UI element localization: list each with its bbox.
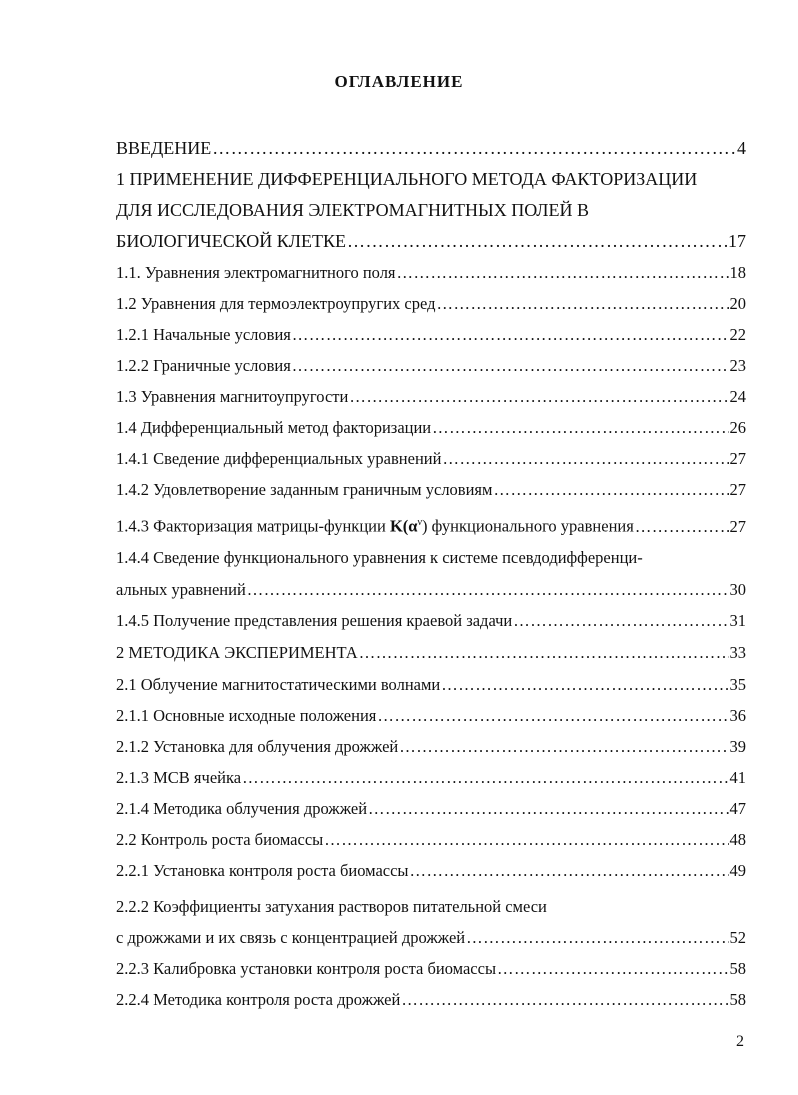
toc-leader [377, 706, 728, 726]
toc-leader [347, 231, 727, 251]
toc-entry-text: 2.2.2 Коэффициенты затухания растворов питательной смеси [116, 897, 547, 916]
toc-leader [324, 830, 728, 850]
toc-entry-page: 35 [729, 675, 746, 694]
toc-leader [368, 799, 728, 819]
toc-entry-page: 52 [729, 928, 746, 947]
toc-entry [116, 138, 746, 158]
toc-entry [116, 675, 746, 695]
toc-entry-text: ВВЕДЕНИЕ [116, 138, 212, 158]
toc-entry-text: 2.1.3 МСВ ячейка [116, 768, 242, 787]
toc-entry-text: 1.4.2 Удовлетворение заданным граничным условиям [116, 480, 493, 499]
toc-leader [247, 580, 729, 600]
toc-entry-text: с дрожжами и их связь с концентрацией дрожжей [116, 928, 466, 947]
toc-entry-page: 41 [729, 768, 746, 787]
toc-entry-page: 49 [729, 861, 746, 880]
toc-entry-text: 1.4 Дифференциальный метод факторизации [116, 418, 432, 437]
toc-entry-text: БИОЛОГИЧЕСКОЙ КЛЕТКЕ [116, 231, 347, 251]
toc-leader [441, 675, 728, 695]
toc-entry [116, 861, 746, 881]
toc-leader [497, 959, 728, 979]
toc-entry-text: 2.2 Контроль роста биомассы [116, 830, 324, 849]
toc-entry [116, 990, 746, 1010]
formula-k-alpha: K(α [389, 516, 418, 536]
toc-leader [212, 138, 736, 158]
toc-entry [116, 325, 746, 345]
toc-entry-text: 2.2.3 Калибровка установки контроля роста биомассы [116, 959, 497, 978]
toc-entry-page: 26 [729, 418, 746, 437]
toc-leader [292, 356, 729, 376]
toc-entry [116, 418, 746, 438]
toc-entry-text: 1.2.1 Начальные условия [116, 325, 291, 344]
toc-entry [116, 768, 746, 788]
toc-leader [349, 387, 728, 407]
toc-entry [116, 480, 746, 500]
toc-entry-text: 1.4.3 Факторизация матрицы-функции $K(\alpha^\nu)$ функционального уравнения [116, 516, 634, 536]
toc-entry-text: альных уравнений [116, 580, 246, 599]
toc-entry [116, 356, 746, 376]
toc-entry [116, 231, 746, 251]
toc-entry [116, 513, 746, 537]
toc-entry-text: 2.1.4 Методика облучения дрожжей [116, 799, 368, 818]
toc-leader [513, 611, 728, 631]
toc-entry-text: 2.1 Облучение магнитостатическими волнами [116, 675, 441, 694]
toc-leader [432, 418, 728, 438]
toc-leader [401, 990, 728, 1010]
toc-leader [359, 643, 729, 663]
toc-leader [466, 928, 728, 948]
toc-leader [436, 294, 728, 314]
toc-entry-page: 36 [729, 706, 746, 725]
toc-entry-text: 1.2.2 Граничные условия [116, 356, 291, 375]
toc-entry [116, 294, 746, 314]
toc-entry [116, 928, 746, 948]
toc-entry-page: 17 [728, 231, 746, 251]
toc-entry-page: 48 [729, 830, 746, 849]
toc-entry-page: 27 [729, 516, 746, 536]
toc-entry [116, 643, 746, 663]
toc-leader [493, 480, 728, 500]
toc-entry-page: 58 [729, 990, 746, 1009]
toc-entry-text: ДЛЯ ИССЛЕДОВАНИЯ ЭЛЕКТРОМАГНИТНЫХ ПОЛЕЙ В [116, 200, 590, 220]
toc-leader [399, 737, 728, 757]
toc-entry [116, 959, 746, 979]
toc-entry [116, 580, 746, 600]
toc-entry-page: 58 [729, 959, 746, 978]
toc-entry-page: 39 [729, 737, 746, 756]
page-number: 2 [736, 1033, 744, 1050]
toc-entry [116, 799, 746, 819]
toc-entry [116, 387, 746, 407]
toc-entry-page: 23 [729, 356, 746, 375]
toc-entry-text: 1 ПРИМЕНЕНИЕ ДИФФЕРЕНЦИАЛЬНОГО МЕТОДА ФАКТОРИЗАЦИИ [116, 169, 698, 189]
toc-leader [635, 517, 729, 537]
toc-leader [242, 768, 728, 788]
toc-entry-page: 18 [729, 263, 746, 282]
toc-leader [292, 325, 729, 345]
toc-entry [116, 611, 746, 631]
toc-entry-text: 2.2.1 Установка контроля роста биомассы [116, 861, 409, 880]
toc-entry-page: 27 [729, 449, 746, 468]
toc-entry-page: 31 [729, 611, 746, 630]
toc-entry-page: 27 [729, 480, 746, 499]
toc-entry-text: 2.2.4 Методика контроля роста дрожжей [116, 990, 401, 1009]
toc-entry-page: 30 [729, 580, 746, 599]
toc-entry [116, 263, 746, 283]
toc-entry-page: 4 [737, 138, 746, 158]
toc-leader [397, 263, 729, 283]
toc-entry-page: 22 [729, 325, 746, 344]
toc-entry [116, 706, 746, 726]
toc-entry-text: 1.4.1 Сведение дифференциальных уравнений [116, 449, 442, 468]
toc-entry-text: 2 МЕТОДИКА ЭКСПЕРИМЕНТА [116, 643, 358, 662]
toc-leader [442, 449, 728, 469]
toc-entry-text: 1.4.5 Получение представления решения краевой задачи [116, 611, 513, 630]
toc-entry-text: 1.4.4 Сведение функционального уравнения к системе псевдодифференци- [116, 548, 643, 567]
toc-entry-page: 24 [729, 387, 746, 406]
toc-leader [410, 861, 729, 881]
page-title: ОГЛАВЛЕНИЕ [334, 72, 464, 91]
toc-entry-page: 47 [729, 799, 746, 818]
toc-entry-text: 1.2 Уравнения для термоэлектроупругих сред [116, 294, 436, 313]
toc-entry [116, 449, 746, 469]
toc-entry-page: 33 [729, 643, 746, 662]
toc-entry-text: 2.1.2 Установка для облучения дрожжей [116, 737, 399, 756]
toc-entry [116, 737, 746, 757]
toc-entry-page: 20 [729, 294, 746, 313]
toc-entry-text: 1.1. Уравнения электромагнитного поля [116, 263, 396, 282]
toc-entry [116, 830, 746, 850]
toc-entry-text: 2.1.1 Основные исходные положения [116, 706, 377, 725]
toc-entry-text: 1.3 Уравнения магнитоупругости [116, 387, 349, 406]
